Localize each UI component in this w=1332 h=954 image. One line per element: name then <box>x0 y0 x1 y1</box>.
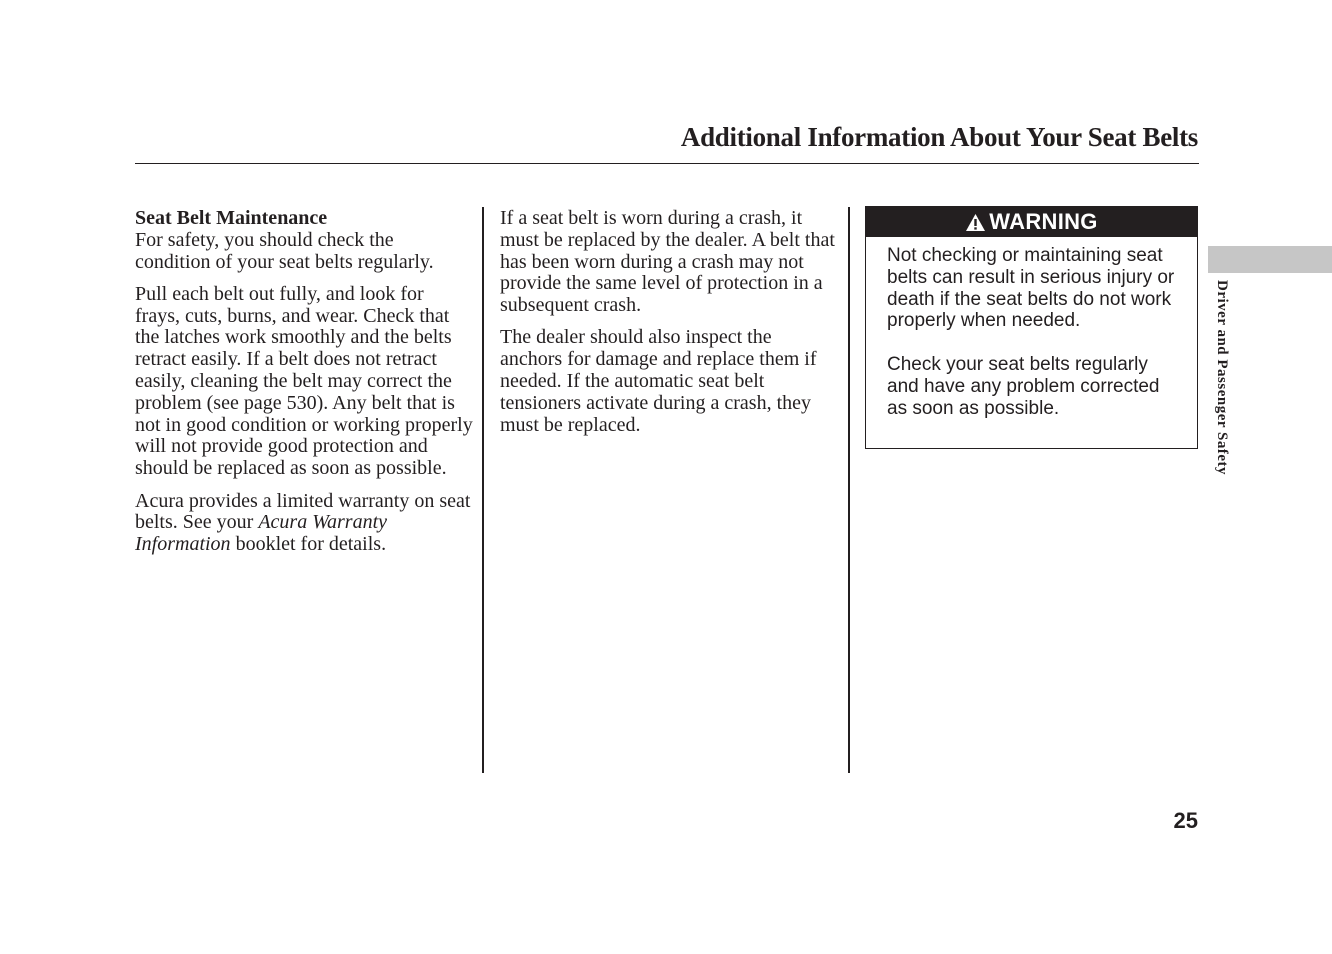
section-heading: Seat Belt Maintenance <box>135 207 328 229</box>
intro-text: For safety, you should check the condition of your seat belts regularly. <box>135 228 434 273</box>
warning-body <box>866 237 1197 419</box>
warning-label: WARNING <box>989 209 1098 234</box>
warning-box <box>865 206 1198 449</box>
inspection-paragraph: Pull each belt out fully, and look for frays, cuts, burns, and wear. Check that the latches work smoothly and the belts retract easily. If a belt does not retract easily, cleaning the belt may correct the problem (see page 530). Any belt that is not in good condition or working properly will not provide good protection and should be replaced as soon as possible. <box>135 282 473 480</box>
warranty-text-end: booklet for details. <box>230 533 387 556</box>
page-number: 25 <box>1173 808 1198 833</box>
warning-text-2: Check your seat belts regularly and have any problem corrected as soon as possible. <box>887 353 1160 419</box>
warning-triangle-icon <box>965 213 986 232</box>
section-tab-label: Driver and Passenger Safety <box>1214 280 1230 476</box>
column-divider-2 <box>848 207 850 773</box>
column-divider-1 <box>482 207 484 773</box>
title-divider <box>135 163 1199 164</box>
warranty-paragraph <box>135 491 473 556</box>
crash-replacement-paragraph: If a seat belt is worn during a crash, it must be replaced by the dealer. A belt that has been worn during a crash may not provide the same level of protection in a subsequent crash. <box>500 207 835 317</box>
page-title: Additional Information About Your Seat Belts <box>680 122 1198 152</box>
column-middle <box>500 208 838 447</box>
dealer-inspection-paragraph: The dealer should also inspect the anchors for damage and replace them if needed. If the automatic seat belt tensioners activate during a crash, they must be replaced. <box>500 326 817 436</box>
column-left <box>135 208 473 566</box>
section-tab <box>1208 246 1332 273</box>
warranty-booklet-title: Acura Warranty Information <box>135 511 388 556</box>
warning-text-1: Not checking or maintaining seat belts can result in serious injury or death if the seat belts do not work properly when needed. <box>887 245 1175 332</box>
warning-header <box>866 207 1197 237</box>
warranty-text-start: Acura provides a limited warranty on seat belts. See your <box>135 489 471 534</box>
maintenance-intro <box>135 208 473 273</box>
